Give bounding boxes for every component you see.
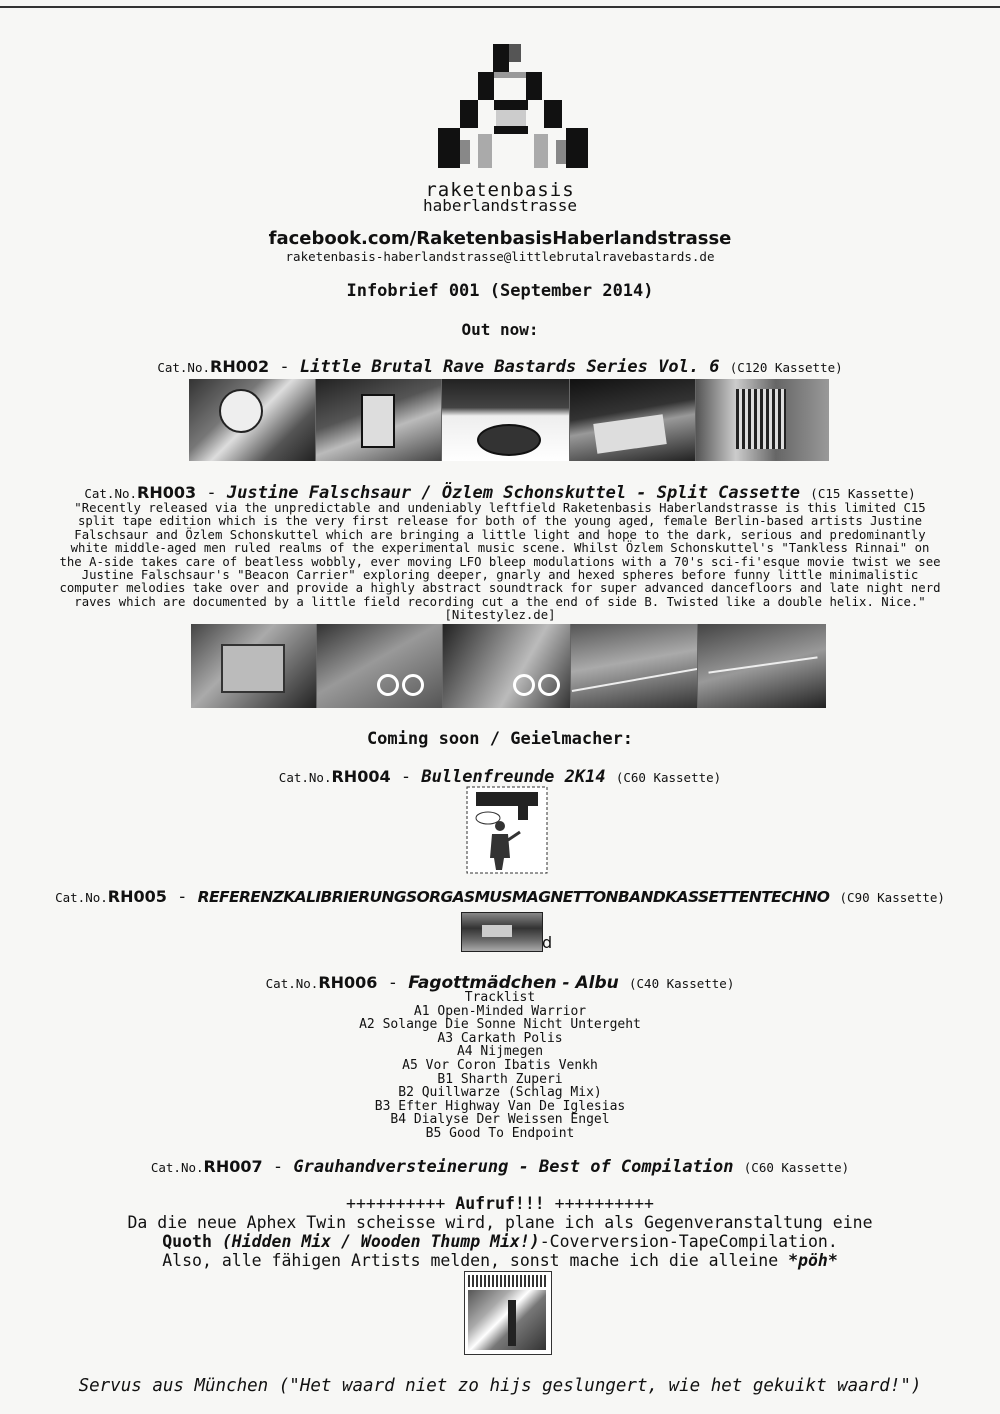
tape-edge (708, 656, 817, 673)
aufruf-heading (0, 1194, 1000, 1213)
track-item: B5 Good To Endpoint (425, 1125, 575, 1141)
review-line: split tape edition which is the very first release for both of the young aged, female Berlin-based artists Justine (78, 514, 922, 529)
cassette-photo (698, 624, 826, 708)
release-rh002-line (0, 357, 1000, 377)
cat-number: RH005 (107, 887, 167, 906)
release-format: (C15 Kassette) (810, 486, 916, 501)
track-item: B4 Dialyse Der Weissen Engel (390, 1112, 610, 1128)
reel-left (377, 674, 399, 696)
separator: - (206, 483, 217, 503)
release-title: Justine Falschsaur / Özlem Schonskuttel - Split Cassette (226, 483, 801, 503)
separator: - (177, 887, 188, 907)
track-item: A2 Solange Die Sonne Nicht Untergeht (359, 1017, 641, 1033)
review-source: [Nitestylez.de] (444, 608, 556, 623)
release-title: Bullenfreunde 2K14 (421, 767, 606, 787)
rh003-review (28, 502, 972, 623)
cat-number: RH006 (318, 973, 378, 992)
stack-photo (696, 379, 829, 461)
brand-name-line2: haberlandstrasse (422, 196, 578, 215)
track-item: A5 Vor Coron Ibatis Venkh (402, 1057, 598, 1073)
cat-number: RH004 (331, 767, 391, 786)
separator: - (400, 767, 412, 787)
cat-prefix: Cat.No. (157, 360, 211, 375)
tape-edge (571, 668, 696, 692)
release-rh003-line (0, 483, 1000, 503)
cat-number: RH003 (137, 483, 197, 502)
release-format: (C40 Kassette) (629, 976, 735, 991)
cat-prefix: Cat.No. (84, 486, 138, 501)
coming-soon-heading: Coming soon / Geielmacher: (366, 729, 634, 749)
image-caption-fragment: d (542, 933, 553, 952)
reel-left (513, 674, 535, 696)
print-card (593, 414, 666, 453)
out-now-heading: Out now: (461, 320, 539, 339)
track-item: B3 Efter Highway Van De Iglesias (374, 1098, 626, 1114)
reel-right (402, 674, 424, 696)
closing-line: Servus aus München ("Het waard niet zo hijs geslungert, wie het gekuikt waard!") (78, 1376, 922, 1396)
tape-stack (736, 389, 786, 449)
quoth-label: Quoth (162, 1232, 212, 1251)
release-format: (C60 Kassette) (743, 1160, 850, 1175)
cassette-photo (189, 379, 316, 461)
review-line: Falschsaur and Özlem Schonskuttel which are bringing a little light and hope to the dark, serious and predominantly (74, 527, 926, 542)
rh005-cover-photo (461, 912, 543, 952)
cassette-photo (443, 624, 570, 708)
player-header (468, 1275, 546, 1287)
facebook-link[interactable]: facebook.com/RaketenbasisHaberlandstrasse (268, 228, 732, 249)
release-format: (C90 Kassette) (839, 890, 945, 905)
track-item: A3 Carkath Polis (437, 1030, 563, 1046)
aufruf-line-1: Da die neue Aphex Twin scheisse wird, plane ich als Gegenveranstaltung eine (127, 1213, 873, 1232)
page-title: Infobrief 001 (September 2014) (346, 281, 654, 301)
plus-row: ++++++++++ (554, 1194, 654, 1213)
separator: - (387, 973, 398, 993)
release-rh005-line (0, 887, 1000, 907)
cassette-photo (316, 379, 442, 461)
brand-wordmark (380, 179, 620, 215)
cat-prefix: Cat.No. (265, 976, 319, 991)
cat-prefix: Cat.No. (150, 1160, 204, 1175)
release-rh007-line (0, 1157, 1000, 1177)
brand-name-line1: raketenbasis (425, 179, 575, 201)
tape-card (361, 394, 395, 448)
rh002-photo-strip (189, 379, 829, 461)
compilation-label: -Coverversion-TapeCompilation. (539, 1232, 838, 1251)
review-line: the A-side takes care of beatless wobbly, ever moving LFO bleep modulations with a 70's sci-fi'esque movie twist we see (59, 554, 941, 569)
aufruf-line-3 (0, 1251, 1000, 1270)
rh004-cover-art (466, 786, 548, 874)
review-line: Justine Falschsaur's "Beacon Carrier" exploring deeper, gnarly and hexed spheres before funny little minimalistic (81, 568, 919, 583)
plus-row: ++++++++++ (346, 1194, 446, 1213)
doorway (508, 1300, 516, 1346)
release-format: (C120 Kassette) (729, 360, 843, 375)
release-title: Fagottmädchen - Albu (408, 973, 619, 993)
vinyl-photo (442, 379, 569, 461)
review-line: computer melodies take over and provide a highly abstract soundtrack for super advanced dancefloors and late night nerd (59, 581, 941, 596)
tape-label (482, 925, 512, 937)
email-link[interactable]: raketenbasis-haberlandstrasse@littlebrutalravebastards.de (285, 249, 715, 264)
tape-case (221, 644, 285, 693)
cat-number: RH002 (210, 357, 270, 376)
review-line: white middle-aged men ruled realms of the experimental music scene. Whilst Özlem Schonskuttel's "Tankless Rinnai" on (70, 541, 930, 556)
track-item: A1 Open-Minded Warrior (413, 1003, 587, 1019)
reel-right (538, 674, 560, 696)
release-rh004-line (0, 767, 1000, 787)
cassette-photo (317, 624, 443, 708)
cover-photo (468, 1290, 546, 1350)
cassette-photo (191, 624, 317, 708)
review-line: "Recently released via the unpredictable and undeniably leftfield Raketenbasis Haberlandstrasse is this limited C15 (74, 501, 926, 515)
release-title: Little Brutal Rave Bastards Series Vol. 6 (299, 357, 720, 377)
sleeve-photo (570, 379, 696, 461)
separator: - (279, 357, 290, 377)
cat-number: RH007 (203, 1157, 263, 1176)
release-format: (C60 Kassette) (615, 770, 722, 785)
review-line: raves which are documented by a little field recording cut a the end of side B. Twisted like a double helix. Nice." (74, 594, 926, 609)
release-title: REFERENZKALIBRIERUNGSORGASMUSMAGNETTONBANDKASSETTENTECHNO (197, 888, 830, 906)
cassette-photo (571, 624, 698, 708)
aufruf-line-3-text: Also, alle fähigen Artists melden, sonst mache ich die alleine (162, 1251, 779, 1270)
top-border-line (0, 6, 1000, 8)
poeh-label: *pöh* (788, 1251, 838, 1270)
quoth-cover-screenshot (464, 1271, 552, 1355)
pixel-rocket-logo-icon (438, 44, 588, 169)
sticker-circle (219, 389, 263, 433)
separator: - (272, 1157, 284, 1177)
track-item: A4 Nijmegen (456, 1044, 544, 1060)
aufruf-title: Aufruf!!! (455, 1194, 545, 1213)
rh006-tracklist (0, 991, 1000, 1141)
cat-prefix: Cat.No. (55, 890, 108, 905)
tracklist-heading: Tracklist (464, 990, 536, 1005)
release-title: Grauhandversteinerung - Best of Compilation (293, 1157, 734, 1177)
cat-prefix: Cat.No. (278, 770, 332, 785)
aufruf-line-2 (0, 1232, 1000, 1251)
aufruf-block (0, 1194, 1000, 1270)
track-item: B1 Sharth Zuperi (437, 1071, 563, 1087)
sticker-oval (477, 424, 541, 456)
rh003-photo-strip (191, 624, 826, 708)
quoth-mix-label: (Hidden Mix / Wooden Thump Mix!) (221, 1232, 540, 1251)
track-item: B2 Quillwarze (Schlag Mix) (398, 1085, 602, 1101)
